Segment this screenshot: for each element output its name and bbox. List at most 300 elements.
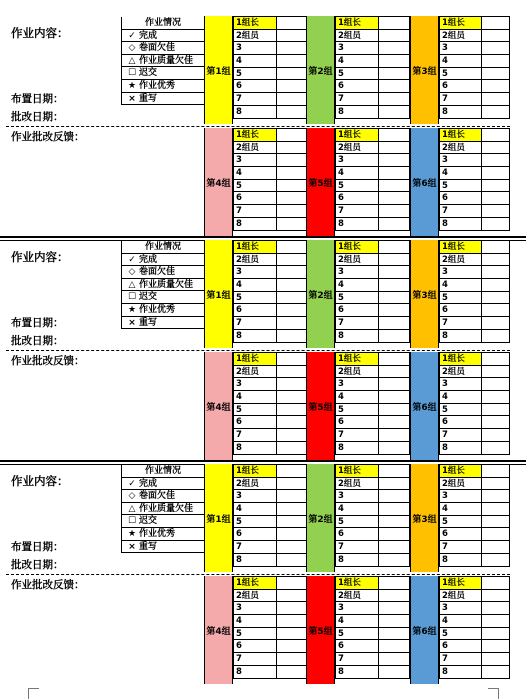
status-cell[interactable]	[379, 93, 410, 106]
status-cell[interactable]	[481, 329, 509, 342]
member-cell: 8	[234, 665, 277, 678]
status-cell[interactable]	[277, 329, 308, 342]
status-cell[interactable]	[481, 391, 509, 404]
status-cell[interactable]	[481, 353, 509, 366]
status-cell[interactable]	[379, 640, 410, 653]
status-cell[interactable]	[379, 615, 410, 628]
member-cell: 7	[440, 541, 482, 554]
member-cell: 6	[336, 416, 379, 429]
status-cell[interactable]	[481, 253, 509, 266]
member-cell: 5	[336, 403, 379, 416]
status-cell[interactable]	[277, 93, 308, 106]
member-row	[234, 205, 308, 218]
group-name-cell: 第6组	[410, 576, 439, 684]
status-cell[interactable]	[277, 179, 308, 192]
status-cell[interactable]	[481, 541, 509, 554]
legend-symbol-icon: ☐	[127, 68, 137, 79]
member-row	[234, 266, 308, 279]
member-cell: 8	[234, 553, 277, 566]
legend-symbol-icon: ◇	[128, 43, 136, 54]
member-cell: 4	[440, 391, 482, 404]
status-cell[interactable]	[481, 93, 509, 106]
member-row	[234, 465, 308, 478]
status-cell[interactable]	[379, 253, 410, 266]
status-cell[interactable]	[481, 55, 509, 68]
member-cell: 5	[234, 627, 277, 640]
status-cell[interactable]	[481, 304, 509, 317]
legend-item-label: 重写	[139, 317, 158, 328]
status-cell[interactable]	[379, 627, 410, 640]
group-member-table	[233, 576, 308, 679]
status-cell[interactable]	[481, 129, 509, 142]
member-row	[234, 241, 308, 254]
status-cell[interactable]	[277, 217, 308, 230]
status-cell[interactable]	[481, 167, 509, 180]
member-row	[440, 615, 510, 628]
member-cell: 7	[336, 541, 379, 554]
status-cell[interactable]	[277, 403, 308, 416]
group-name-cell: 第2组	[306, 464, 335, 572]
status-cell[interactable]	[379, 266, 410, 279]
status-cell[interactable]	[277, 304, 308, 317]
status-cell[interactable]	[481, 42, 509, 55]
group-leader-cell: 1组长	[440, 577, 482, 590]
legend-symbol-icon: ×	[128, 93, 136, 104]
group-name-cell: 第4组	[204, 576, 233, 684]
status-cell[interactable]	[277, 465, 308, 478]
group-name-cell: 第5组	[306, 128, 335, 236]
member-row	[440, 266, 510, 279]
status-cell[interactable]	[481, 602, 509, 615]
member-cell: 6	[234, 192, 277, 205]
status-cell[interactable]	[481, 490, 509, 503]
status-cell[interactable]	[481, 141, 509, 154]
status-cell[interactable]	[481, 105, 509, 118]
legend-item	[122, 80, 204, 93]
member-row	[440, 640, 510, 653]
check-date-label: 批改日期：	[11, 111, 64, 123]
status-cell[interactable]	[379, 353, 410, 366]
status-cell[interactable]	[481, 577, 509, 590]
member-cell: 2组员	[336, 29, 379, 42]
member-row	[440, 627, 510, 640]
member-cell: 8	[336, 553, 379, 566]
status-cell[interactable]	[379, 528, 410, 541]
member-row	[336, 279, 410, 292]
member-row	[336, 105, 410, 118]
member-row	[440, 541, 510, 554]
status-cell[interactable]	[379, 217, 410, 230]
member-row	[234, 416, 308, 429]
status-cell[interactable]	[277, 55, 308, 68]
status-cell[interactable]	[277, 615, 308, 628]
member-row	[336, 602, 410, 615]
member-row	[234, 553, 308, 566]
status-cell[interactable]	[481, 627, 509, 640]
legend-symbol-icon: ☐	[127, 292, 137, 303]
status-cell[interactable]	[379, 55, 410, 68]
status-cell[interactable]	[481, 217, 509, 230]
half-divider	[6, 126, 510, 127]
member-cell: 4	[234, 503, 277, 516]
status-cell[interactable]	[379, 67, 410, 80]
member-cell: 8	[336, 329, 379, 342]
status-cell[interactable]	[379, 105, 410, 118]
status-cell[interactable]	[277, 653, 308, 666]
status-cell[interactable]	[379, 317, 410, 330]
status-cell[interactable]	[277, 266, 308, 279]
status-cell[interactable]	[277, 416, 308, 429]
check-date-label: 批改日期：	[11, 559, 64, 571]
member-cell: 4	[440, 167, 482, 180]
member-cell: 7	[440, 93, 482, 106]
member-row	[440, 167, 510, 180]
status-cell[interactable]	[277, 29, 308, 42]
status-cell[interactable]	[277, 640, 308, 653]
status-cell[interactable]	[481, 528, 509, 541]
status-cell[interactable]	[379, 503, 410, 516]
legend-item	[122, 490, 204, 503]
group-leader-cell: 1组长	[336, 241, 379, 254]
status-cell[interactable]	[481, 317, 509, 330]
member-row	[336, 653, 410, 666]
status-cell[interactable]	[379, 80, 410, 93]
legend-symbol-icon: △	[128, 279, 136, 290]
status-cell[interactable]	[277, 205, 308, 218]
member-row	[234, 17, 308, 30]
member-cell: 8	[440, 329, 482, 342]
member-cell: 7	[336, 429, 379, 442]
member-row	[234, 317, 308, 330]
member-cell: 5	[336, 67, 379, 80]
group-leader-cell: 1组长	[440, 17, 482, 30]
member-row	[234, 80, 308, 93]
feedback-label: 作业批改反馈：	[11, 579, 85, 591]
status-cell[interactable]	[277, 154, 308, 167]
homework-status-legend	[121, 465, 204, 553]
status-cell[interactable]	[481, 503, 509, 516]
group-name-cell: 第5组	[306, 352, 335, 460]
member-cell: 2组员	[440, 365, 482, 378]
status-cell[interactable]	[277, 279, 308, 292]
member-row	[234, 167, 308, 180]
member-cell: 2组员	[336, 477, 379, 490]
legend-symbol-icon: ★	[127, 528, 137, 539]
member-cell: 2组员	[440, 253, 482, 266]
status-cell[interactable]	[379, 577, 410, 590]
status-cell[interactable]	[379, 541, 410, 554]
group-leader-cell: 1组长	[336, 129, 379, 142]
status-cell[interactable]	[277, 528, 308, 541]
status-cell[interactable]	[277, 291, 308, 304]
member-row	[336, 365, 410, 378]
status-cell[interactable]	[379, 179, 410, 192]
member-cell: 4	[234, 167, 277, 180]
status-cell[interactable]	[277, 67, 308, 80]
member-row	[440, 465, 510, 478]
member-row	[336, 241, 410, 254]
status-cell[interactable]	[277, 80, 308, 93]
status-cell[interactable]	[481, 291, 509, 304]
legend-symbol-icon: ×	[128, 317, 136, 328]
status-cell[interactable]	[277, 665, 308, 678]
status-cell[interactable]	[379, 304, 410, 317]
group-name-cell: 第4组	[204, 352, 233, 460]
member-cell: 6	[440, 192, 482, 205]
member-row	[440, 67, 510, 80]
member-row	[440, 304, 510, 317]
status-cell[interactable]	[481, 665, 509, 678]
legend-item	[122, 55, 204, 68]
status-cell[interactable]	[379, 42, 410, 55]
member-row	[336, 217, 410, 230]
member-cell: 6	[234, 640, 277, 653]
member-cell: 4	[234, 279, 277, 292]
status-cell[interactable]	[481, 465, 509, 478]
status-cell[interactable]	[277, 129, 308, 142]
status-cell[interactable]	[379, 167, 410, 180]
status-cell[interactable]	[481, 205, 509, 218]
member-cell: 5	[440, 515, 482, 528]
status-cell[interactable]	[379, 129, 410, 142]
member-cell: 3	[234, 490, 277, 503]
member-cell: 7	[234, 317, 277, 330]
member-row	[234, 67, 308, 80]
legend-item-label: 重写	[139, 541, 158, 552]
status-cell[interactable]	[481, 80, 509, 93]
member-row	[440, 515, 510, 528]
member-cell: 8	[234, 217, 277, 230]
member-row	[336, 490, 410, 503]
member-row	[440, 241, 510, 254]
status-cell[interactable]	[277, 627, 308, 640]
status-cell[interactable]	[379, 653, 410, 666]
group-member-table	[439, 128, 510, 231]
member-cell: 7	[234, 93, 277, 106]
status-cell[interactable]	[481, 29, 509, 42]
status-cell[interactable]	[481, 365, 509, 378]
member-row	[234, 154, 308, 167]
group-member-table	[335, 352, 410, 455]
member-cell: 5	[234, 403, 277, 416]
status-cell[interactable]	[481, 429, 509, 442]
status-cell[interactable]	[481, 279, 509, 292]
status-cell[interactable]	[481, 589, 509, 602]
legend-item	[122, 279, 204, 292]
status-cell[interactable]	[379, 553, 410, 566]
status-cell[interactable]	[481, 653, 509, 666]
member-cell: 5	[336, 179, 379, 192]
member-row	[440, 317, 510, 330]
member-row	[234, 602, 308, 615]
status-cell[interactable]	[379, 441, 410, 454]
group-leader-cell: 1组长	[234, 241, 277, 254]
status-cell[interactable]	[379, 477, 410, 490]
member-cell: 6	[336, 640, 379, 653]
status-cell[interactable]	[379, 329, 410, 342]
status-cell[interactable]	[277, 353, 308, 366]
status-cell[interactable]	[277, 553, 308, 566]
member-row	[440, 80, 510, 93]
status-cell[interactable]	[379, 279, 410, 292]
status-cell[interactable]	[379, 154, 410, 167]
member-row	[440, 154, 510, 167]
group-leader-cell: 1组长	[336, 577, 379, 590]
member-row	[234, 353, 308, 366]
status-cell[interactable]	[481, 640, 509, 653]
status-cell[interactable]	[379, 29, 410, 42]
status-cell[interactable]	[379, 416, 410, 429]
member-row	[234, 665, 308, 678]
legend-symbol-icon: ✓	[128, 254, 136, 265]
homework-content-label: 作业内容：	[11, 474, 69, 488]
member-row	[440, 17, 510, 30]
member-row	[234, 640, 308, 653]
group-member-table	[439, 576, 510, 679]
homework-record-block	[6, 16, 510, 238]
status-cell[interactable]	[481, 241, 509, 254]
status-cell[interactable]	[379, 192, 410, 205]
status-cell[interactable]	[277, 477, 308, 490]
member-row	[336, 129, 410, 142]
status-cell[interactable]	[277, 577, 308, 590]
member-cell: 3	[440, 490, 482, 503]
status-cell[interactable]	[277, 503, 308, 516]
status-cell[interactable]	[379, 403, 410, 416]
status-cell[interactable]	[277, 365, 308, 378]
member-row	[440, 416, 510, 429]
status-cell[interactable]	[277, 105, 308, 118]
member-cell: 6	[440, 640, 482, 653]
status-cell[interactable]	[379, 429, 410, 442]
status-cell[interactable]	[277, 429, 308, 442]
legend-item	[122, 317, 204, 330]
member-row	[336, 55, 410, 68]
member-cell: 4	[234, 55, 277, 68]
member-cell: 3	[234, 42, 277, 55]
member-row	[234, 541, 308, 554]
status-cell[interactable]	[481, 477, 509, 490]
homework-record-block	[6, 240, 510, 462]
status-cell[interactable]	[277, 317, 308, 330]
status-cell[interactable]	[481, 192, 509, 205]
status-cell[interactable]	[379, 17, 410, 30]
member-row	[336, 67, 410, 80]
status-cell[interactable]	[277, 17, 308, 30]
member-row	[336, 253, 410, 266]
member-cell: 5	[234, 291, 277, 304]
legend-item-label: 迟交	[139, 68, 158, 79]
group-leader-cell: 1组长	[234, 465, 277, 478]
member-row	[336, 553, 410, 566]
status-cell[interactable]	[481, 553, 509, 566]
status-cell[interactable]	[277, 253, 308, 266]
status-cell[interactable]	[277, 391, 308, 404]
member-cell: 3	[336, 266, 379, 279]
member-row	[336, 17, 410, 30]
status-cell[interactable]	[481, 441, 509, 454]
status-cell[interactable]	[379, 391, 410, 404]
member-row	[336, 577, 410, 590]
status-cell[interactable]	[481, 154, 509, 167]
legend-symbol-icon: ✓	[128, 478, 136, 489]
status-cell[interactable]	[277, 541, 308, 554]
legend-item	[122, 30, 204, 43]
status-cell[interactable]	[379, 589, 410, 602]
member-cell: 6	[336, 80, 379, 93]
group-member-table	[439, 464, 510, 567]
status-cell[interactable]	[481, 378, 509, 391]
status-cell[interactable]	[379, 365, 410, 378]
status-cell[interactable]	[277, 241, 308, 254]
status-cell[interactable]	[379, 141, 410, 154]
status-cell[interactable]	[277, 515, 308, 528]
status-cell[interactable]	[277, 589, 308, 602]
member-row	[440, 329, 510, 342]
member-row	[440, 217, 510, 230]
status-cell[interactable]	[481, 615, 509, 628]
member-cell: 6	[234, 304, 277, 317]
status-cell[interactable]	[277, 490, 308, 503]
member-row	[234, 304, 308, 317]
status-cell[interactable]	[481, 416, 509, 429]
member-row	[234, 253, 308, 266]
member-row	[336, 465, 410, 478]
member-cell: 4	[336, 279, 379, 292]
status-cell[interactable]	[481, 403, 509, 416]
group-member-table	[335, 16, 410, 119]
legend-symbol-icon: ✓	[128, 30, 136, 41]
crop-mark	[28, 688, 39, 699]
status-cell[interactable]	[277, 192, 308, 205]
group-leader-cell: 1组长	[440, 129, 482, 142]
status-cell[interactable]	[481, 179, 509, 192]
member-cell: 2组员	[234, 589, 277, 602]
status-cell[interactable]	[379, 602, 410, 615]
homework-record-block	[6, 464, 510, 686]
status-cell[interactable]	[379, 490, 410, 503]
group-member-table	[439, 16, 510, 119]
status-cell[interactable]	[481, 266, 509, 279]
status-cell[interactable]	[379, 515, 410, 528]
status-cell[interactable]	[277, 602, 308, 615]
member-cell: 3	[440, 266, 482, 279]
member-row	[336, 528, 410, 541]
member-row	[336, 192, 410, 205]
status-cell[interactable]	[277, 167, 308, 180]
member-cell: 6	[440, 416, 482, 429]
member-cell: 4	[234, 391, 277, 404]
status-cell[interactable]	[277, 141, 308, 154]
status-cell[interactable]	[379, 241, 410, 254]
status-cell[interactable]	[481, 515, 509, 528]
status-cell[interactable]	[277, 42, 308, 55]
legend-item-label: 作业质量欠佳	[139, 503, 194, 514]
status-cell[interactable]	[379, 665, 410, 678]
status-cell[interactable]	[277, 378, 308, 391]
status-cell[interactable]	[277, 441, 308, 454]
status-cell[interactable]	[379, 205, 410, 218]
member-cell: 5	[336, 627, 379, 640]
status-cell[interactable]	[379, 465, 410, 478]
status-cell[interactable]	[481, 67, 509, 80]
legend-item-label: 重写	[139, 93, 158, 104]
status-cell[interactable]	[481, 17, 509, 30]
status-cell[interactable]	[379, 291, 410, 304]
feedback-label: 作业批改反馈：	[11, 355, 85, 367]
status-cell[interactable]	[379, 378, 410, 391]
member-cell: 8	[234, 105, 277, 118]
